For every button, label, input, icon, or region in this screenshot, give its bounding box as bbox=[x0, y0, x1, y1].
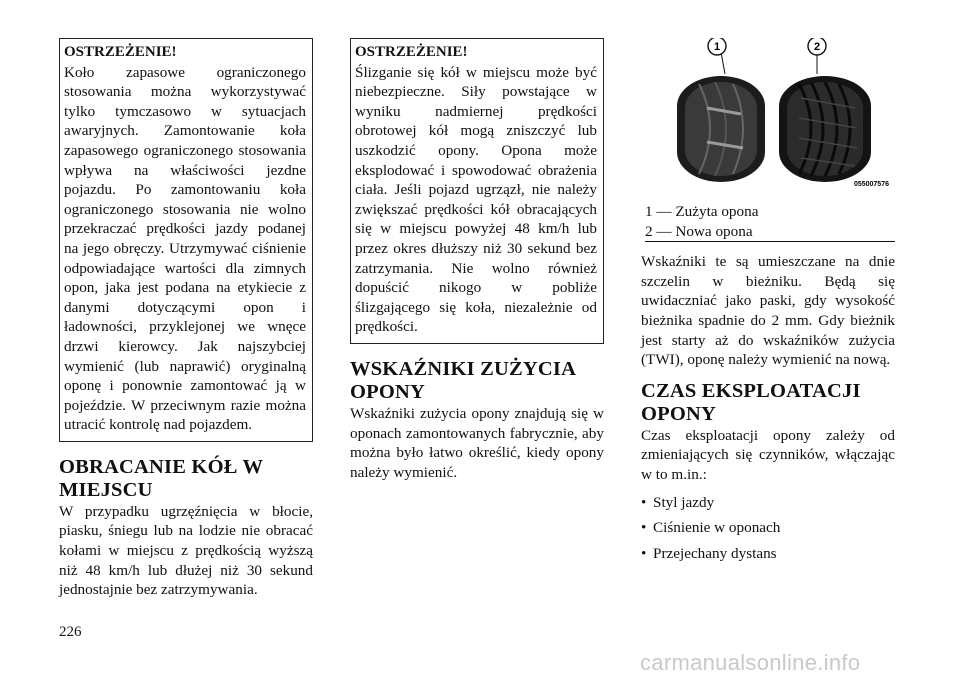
column-right bbox=[641, 38, 895, 569]
section-heading-tire-life: CZAS EKSPLOATACJI OPONY bbox=[641, 379, 861, 425]
section-paragraph-tire-life: Czas eksploatacji opony zależy od zmieniających się czynników, włączając w to m.in.: bbox=[641, 426, 895, 483]
warning-title: OSTRZEŻENIE! bbox=[64, 44, 177, 60]
new-tire-graphic bbox=[779, 76, 871, 182]
callout-2-label: 2 bbox=[813, 41, 821, 53]
wear-indicator-paragraph: Wskaźniki te są umieszczane na dnie szczelin w bieżniku. Będą się uwidaczniać jako paski, gdy wysokość bieżnika spadnie do 2 mm. Gdy bieżnik jest starty aż do wskaźników zużycia (TWI), oponę należy wymienić na nową. bbox=[641, 253, 895, 369]
page-number: 226 bbox=[59, 624, 82, 640]
callout-1-label: 1 bbox=[713, 41, 721, 53]
list-item: • Przejechany dystans bbox=[641, 544, 895, 564]
section-heading-wear-indicators: WSKAŹNIKI ZUŻYCIA OPONY bbox=[350, 357, 575, 403]
list-item: • Styl jazdy bbox=[641, 493, 895, 513]
caption-item-1: 1 — Zużyta opona bbox=[645, 203, 759, 220]
caption-item-2: 2 — Nowa opona bbox=[645, 222, 895, 243]
warning-box-spare-wheel bbox=[59, 38, 313, 442]
list-item: • Ciśnienie w oponach bbox=[641, 518, 895, 538]
watermark: carmanualsonline.info bbox=[640, 650, 861, 675]
worn-tire-graphic bbox=[677, 76, 765, 182]
section-paragraph-wear-indicators: Wskaźniki zużycia opony znajdują się w oponach zamontowanych fabrycznie, aby można było łatwo określić, kiedy opony należy wymienić. bbox=[350, 404, 604, 481]
figure-caption bbox=[641, 202, 895, 242]
figure-code: 055007576 bbox=[853, 181, 889, 188]
warning-title: OSTRZEŻENIE! bbox=[355, 44, 468, 60]
warning-text: Ślizganie się kół w miejscu może być niebezpieczne. Siły powstające w wyniku nadmiernej prędkości obrotowej kół mogą zniszczyć lub uszkodzić opony. Opona może eksplodować i spowodować obrażenia ciała. Jeśli pojazd ugrzązł, nie należy zwiększać prędkości kół obracających się w miejscu powyżej 48 km/h lub przez okres dłuższy niż 30 sekund bez zatrzymania. Nie wolno również dopuścić nikogo w pobliże ślizgającego się koła, niezależnie od prędkości. bbox=[355, 63, 597, 336]
section-heading-wheel-spin: OBRACANIE KÓŁ W MIEJSCU bbox=[59, 455, 263, 501]
column-left bbox=[59, 38, 313, 600]
warning-box-wheel-slip bbox=[350, 38, 604, 344]
column-middle bbox=[350, 38, 604, 482]
factors-list bbox=[641, 493, 895, 564]
tire-illustration bbox=[641, 38, 901, 188]
section-paragraph-wheel-spin: W przypadku ugrzęźnięcia w błocie, piasku, śniegu lub na lodzie nie obracać kołami w miejscu z prędkością wyższą niż 48 km/h lub dłużej niż 30 sekund jednostajnie bez zatrzymywania. bbox=[59, 502, 313, 599]
warning-text: Koło zapasowe ograniczonego stosowania można wykorzystywać tylko tymczasowo w sytuacjach awaryjnych. Zamontowanie koła zapasowego ograniczonego stosowania wpływa na właściwości jezdne pojazdu. Po zamontowaniu koła ograniczonego stosowania nie wolno przekraczać prędkości jazdy podanej na jego obręczy. Utrzymywać ciśnienie odpowiadające wartości dla zimnych opon, jaka jest podana na etykiecie z danymi dotyczącymi opon i ładowności, przyklejonej we wnęce drzwi kierowcy. Jak najszybciej wymienić (lub naprawić) oryginalną oponę i ponownie zamontować ją w pojeździe. W przeciwnym razie można utracić kontrolę nad pojazdem. bbox=[64, 63, 306, 434]
tire-wear-figure bbox=[641, 38, 901, 198]
